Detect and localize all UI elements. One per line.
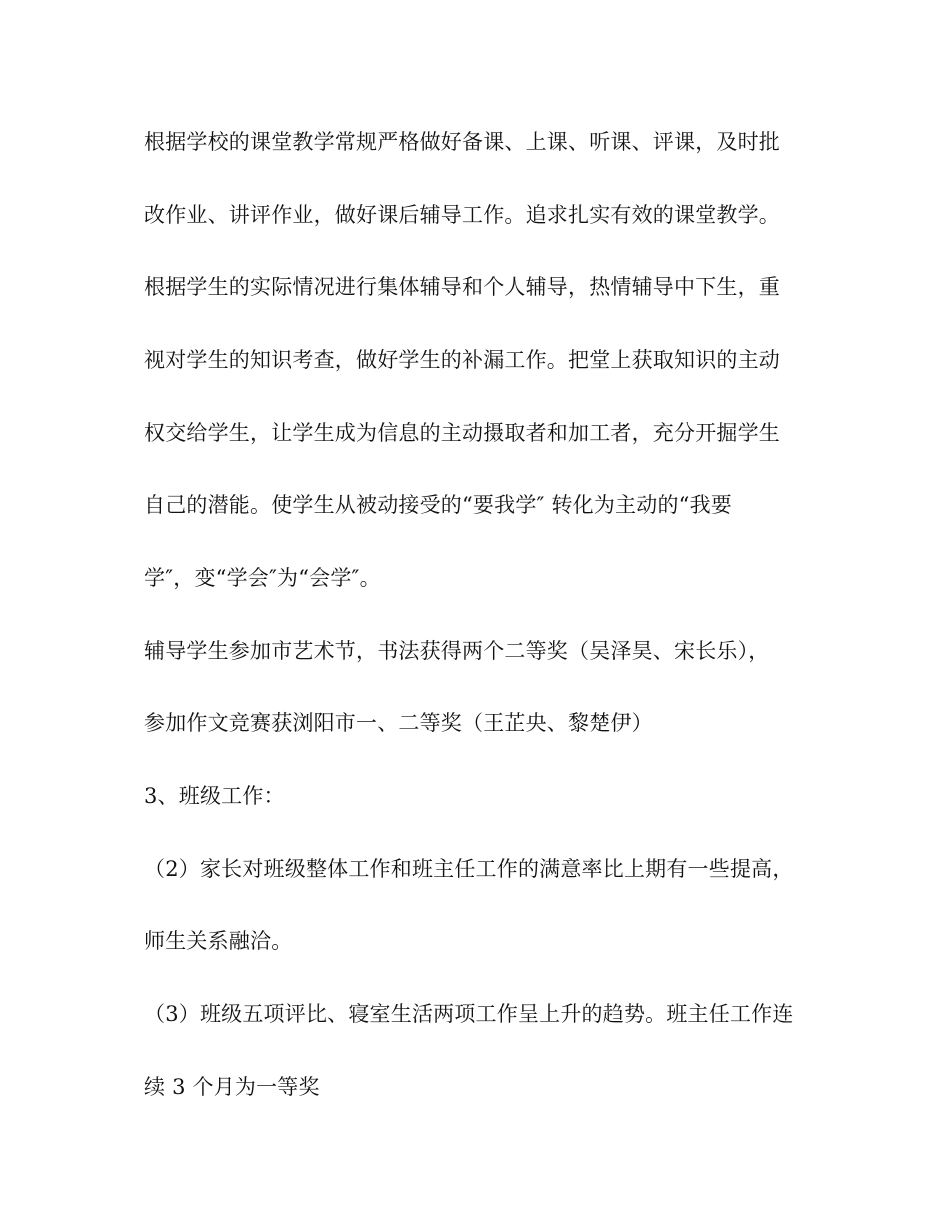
paragraph-line: 参加作文竞赛获浏阳市一、二等奖（王芷央、黎楚伊） xyxy=(144,711,653,735)
paragraph-line: （2）家长对班级整体工作和班主任工作的满意率比上期有一些提高， xyxy=(144,857,794,881)
paragraph-line: 视对学生的知识考查，做好学生的补漏工作。把堂上获取知识的主动 xyxy=(144,348,780,372)
paragraph-line: 权交给学生，让学生成为信息的主动摄取者和加工者，充分开掘学生 xyxy=(144,421,780,445)
paragraph-line: （3）班级五项评比、寝室生活两项工作呈上升的趋势。班主任工作连 xyxy=(144,1002,794,1026)
paragraph-line: 根据学生的实际情况进行集体辅导和个人辅导，热情辅导中下生，重 xyxy=(144,275,780,299)
paragraph-line: 辅导学生参加市艺术节，书法获得两个二等奖（吴泽昊、宋长乐）， xyxy=(144,639,770,663)
paragraph-line: 改作业、讲评作业，做好课后辅导工作。追求扎实有效的课堂教学。 xyxy=(144,203,780,227)
section-heading: 3、班级工作： xyxy=(144,784,285,808)
paragraph-line: 自己的潜能。使学生从被动接受的“要我学″ 转化为主动的“我要 xyxy=(144,493,732,517)
paragraph-line: 根据学校的课堂教学常规严格做好备课、上课、听课、评课，及时批 xyxy=(144,130,780,154)
paragraph-line: 续 3 个月为一等奖 xyxy=(144,1075,320,1099)
paragraph-line: 师生关系融洽。 xyxy=(144,929,293,953)
paragraph-line: 学″，变“学会″为“会学″。 xyxy=(144,566,381,590)
